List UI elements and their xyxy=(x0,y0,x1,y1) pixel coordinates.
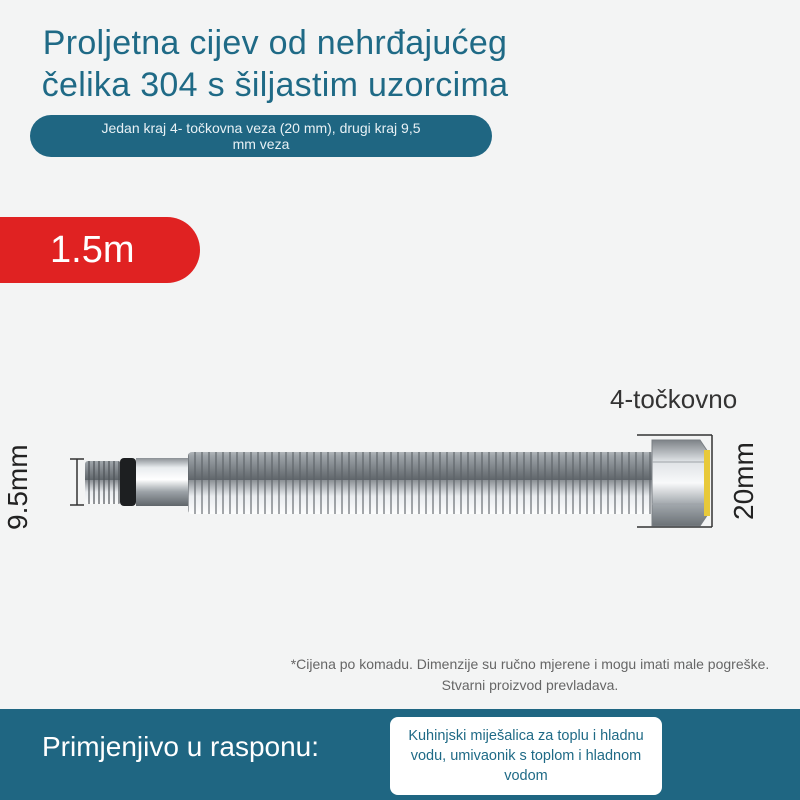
left-size-label: 9.5mm xyxy=(2,444,33,530)
left-dimension-bracket xyxy=(70,459,84,505)
four-point-label: 4-točkovno xyxy=(610,384,738,414)
disclaimer-note: *Cijena po komadu. Dimenzije su ručno mjerene i mogu imati male pogreške. Stvarni proizvod prevladava. xyxy=(290,656,770,693)
length-badge: 1.5m xyxy=(0,217,200,283)
subtitle-text: Jedan kraj 4- točkovna veza (20 mm), drugi kraj 9,5 mm veza xyxy=(101,120,421,152)
title-line-2: čelika 304 s šiljastim uzorcima xyxy=(41,66,509,104)
washer xyxy=(704,450,710,516)
usage-box xyxy=(390,717,662,795)
usage-heading: Primjenjivo u rasponu: xyxy=(42,731,320,762)
hex-nut xyxy=(652,440,708,526)
usage-text: Kuhinjski miješalica za toplu i hladnu vodu, umivaonik s toplom i hladnom vodom xyxy=(408,728,644,784)
o-ring xyxy=(120,458,136,506)
right-size-label: 20mm xyxy=(728,442,759,520)
corrugated-hose xyxy=(188,452,656,514)
collar xyxy=(136,458,188,506)
male-thread xyxy=(85,461,121,504)
title-line-1: Proljetna cijev od nehrđajućeg xyxy=(42,24,508,62)
